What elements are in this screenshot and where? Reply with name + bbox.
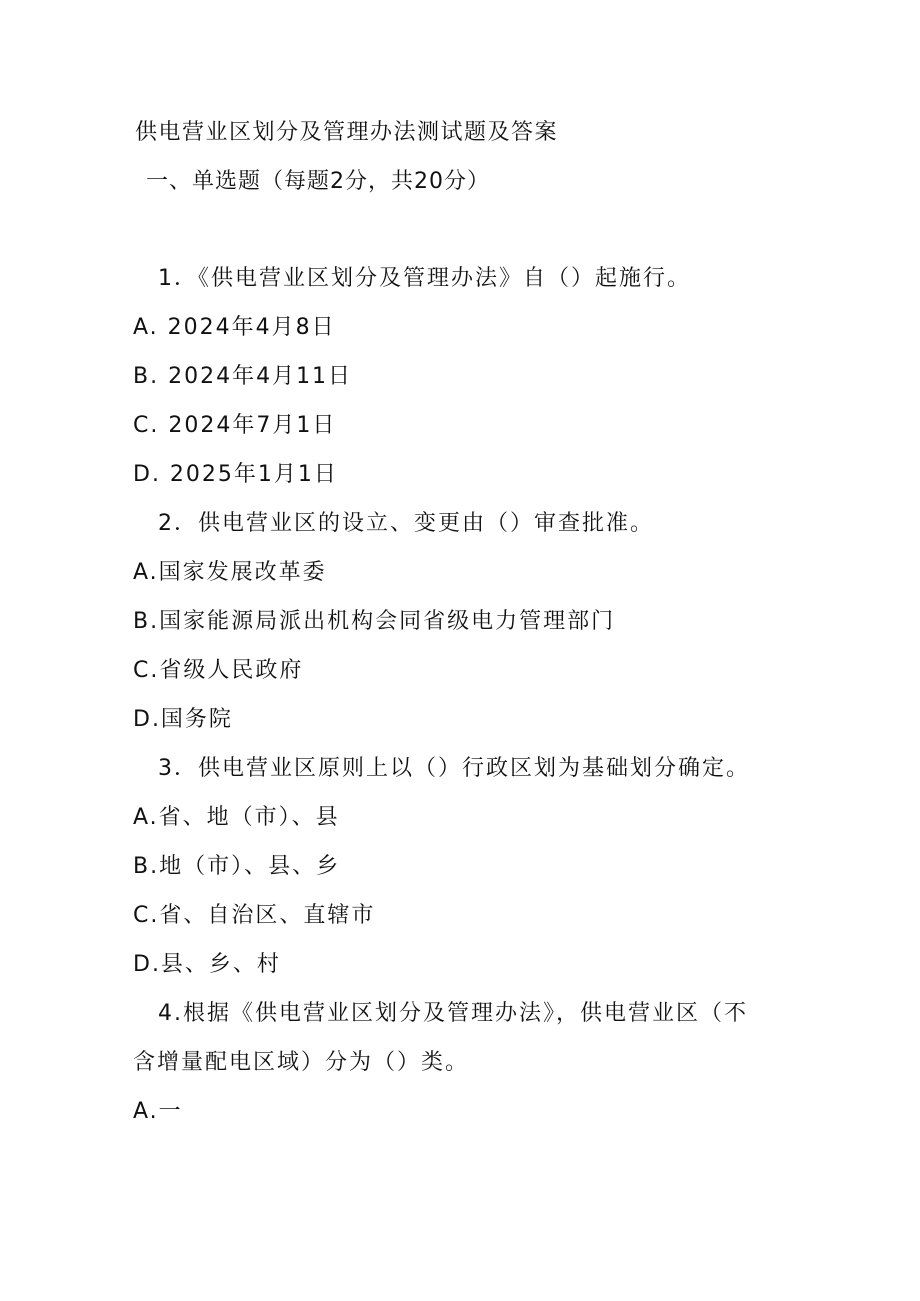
question-3-option-d: D.县、乡、村 [133,952,281,977]
question-4-option-a: A.一 [133,1099,183,1124]
question-4-stem-line-2: 含增量配电区域）分为（）类。 [133,1050,470,1075]
document-title: 供电营业区划分及管理办法测试题及答案 [135,120,559,145]
question-1-stem: 1．《供电营业区划分及管理办法》自（）起施行。 [158,266,691,291]
question-3-stem: 3．供电营业区原则上以（）行政区划为基础划分确定。 [158,756,750,781]
question-1-option-b: B. 2024年4月11日 [133,364,353,389]
question-3-option-a: A.省、地（市）、县 [133,805,340,830]
question-1-option-a: A. 2024年4月8日 [133,315,336,340]
question-4-stem-line-1: 4.根据《供电营业区划分及管理办法》，供电营业区（不 [158,1001,748,1026]
question-2-stem: 2．供电营业区的设立、变更由（）审查批准。 [158,511,654,536]
question-3-option-b: B.地（市）、县、乡 [133,854,341,879]
question-1-option-c: C. 2024年7月1日 [133,413,337,438]
question-3-option-c: C.省、自治区、直辖市 [133,903,376,928]
question-2-option-a: A.国家发展改革委 [133,560,327,585]
question-2-option-c: C.省级人民政府 [133,658,304,683]
question-2-option-d: D.国务院 [133,707,233,732]
question-2-option-b: B.国家能源局派出机构会同省级电力管理部门 [133,609,616,634]
question-1-option-d: D. 2025年1月1日 [133,462,338,487]
section-heading: 一、单选题（每题2分，共20分） [146,169,490,194]
